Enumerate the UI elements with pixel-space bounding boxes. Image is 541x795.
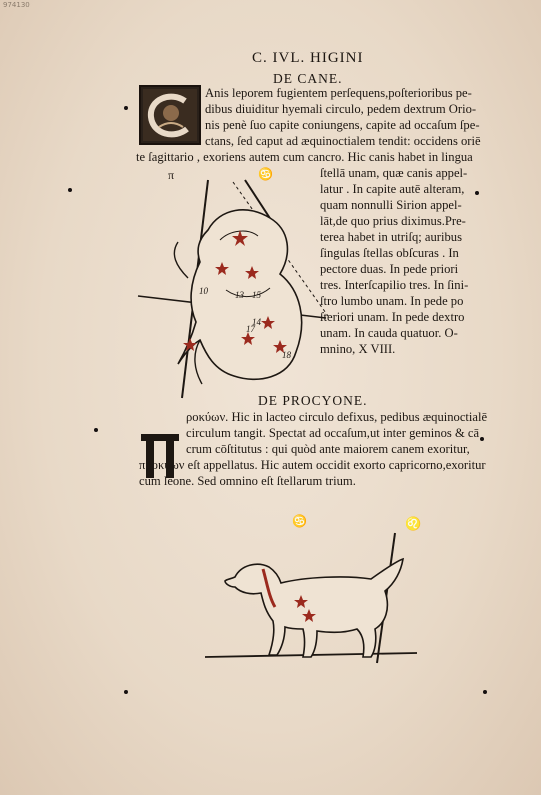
text-line: dibus diuiditur hyemali circulo, pedem dextrum Orio- — [205, 102, 477, 116]
scan-id: 974130 — [3, 1, 30, 9]
text-line: lāt,de quo prius diximus.Pre- — [320, 214, 466, 228]
text-line: ctans, ſed caput ad æquinoctialem tendit: occidens oriē — [205, 134, 481, 148]
section-title-de-procyone: DE PROCYONE. — [258, 393, 368, 408]
page-dot — [124, 690, 128, 694]
procyon-woodcut — [205, 525, 420, 670]
text-line: te ſagittario , exoriens autem cum cancro. Hic canis habet in lingua — [136, 150, 473, 164]
text-line: crum cōſtitutus : qui quòd ante maiorem canem exoritur, — [186, 442, 470, 456]
page-dot — [94, 428, 98, 432]
figure1-mark-right: ♋ — [258, 167, 273, 181]
text-line: ροκύων. Hic in lacteo circulo defixus, pedibus æquinoctialē — [186, 410, 488, 424]
page-dot — [475, 191, 479, 195]
text-line: ſtro lumbo unam. In pede po — [320, 294, 464, 308]
star-label: 15 — [252, 290, 261, 300]
initial-c-icon — [141, 87, 199, 143]
text-line: nis penè ſuo capite coniungens, capite ad occaſum ſpe- — [205, 118, 480, 132]
text-line: pectore duas. In pede priori — [320, 262, 459, 276]
figure2-mark-right: ♌ — [405, 516, 422, 531]
page-dot — [68, 188, 72, 192]
text-line: ſingulas ſtellas obſcuras . In — [320, 246, 459, 260]
initial-pi-icon — [139, 430, 181, 480]
text-line: terea habet in utriſq; auribus — [320, 230, 462, 244]
text-line: ſteriori unam. In pede dextro — [320, 310, 465, 324]
text-line: tres. Interſcapilio tres. In ſini- — [320, 278, 469, 292]
text-line: latur . In capite autē alteram, — [320, 182, 465, 196]
star-label: 13 — [235, 290, 244, 300]
star-label: 14 — [252, 317, 261, 327]
star-label: 17 — [246, 324, 255, 334]
text-line: cum leone. Sed omnino eſt ſtellarum trium. — [139, 474, 356, 488]
section-title-de-cane: DE CANE. — [273, 71, 343, 86]
figure2-mark-top: ♋ — [292, 514, 307, 528]
page-dot — [483, 690, 487, 694]
text-line: mnino, X VIII. — [320, 342, 396, 356]
text-line: προκύων eſt appellatus. Hic autem occidit exorto capricorno,exoritur — [139, 458, 486, 472]
text-line: ſtellā unam, quæ canis appel- — [320, 166, 468, 180]
running-head: C. IVL. HIGINI — [252, 50, 364, 66]
text-line: quam nonnulli Sirion appel- — [320, 198, 462, 212]
page-dot — [124, 106, 128, 110]
figure1-mark-left: π — [168, 168, 175, 182]
star-label: 10 — [199, 286, 208, 296]
decorated-initial-c — [139, 85, 201, 145]
canis-major-woodcut — [130, 170, 330, 400]
text-line: circulum tangit. Spectat ad occaſum,ut inter geminos & cā — [186, 426, 480, 440]
page-dot — [480, 437, 484, 441]
star-label: 18 — [282, 350, 291, 360]
text-line: unam. In cauda quatuor. O- — [320, 326, 458, 340]
text-line: Anis leporem fugientem perſequens,poſterioribus pe- — [205, 86, 472, 100]
